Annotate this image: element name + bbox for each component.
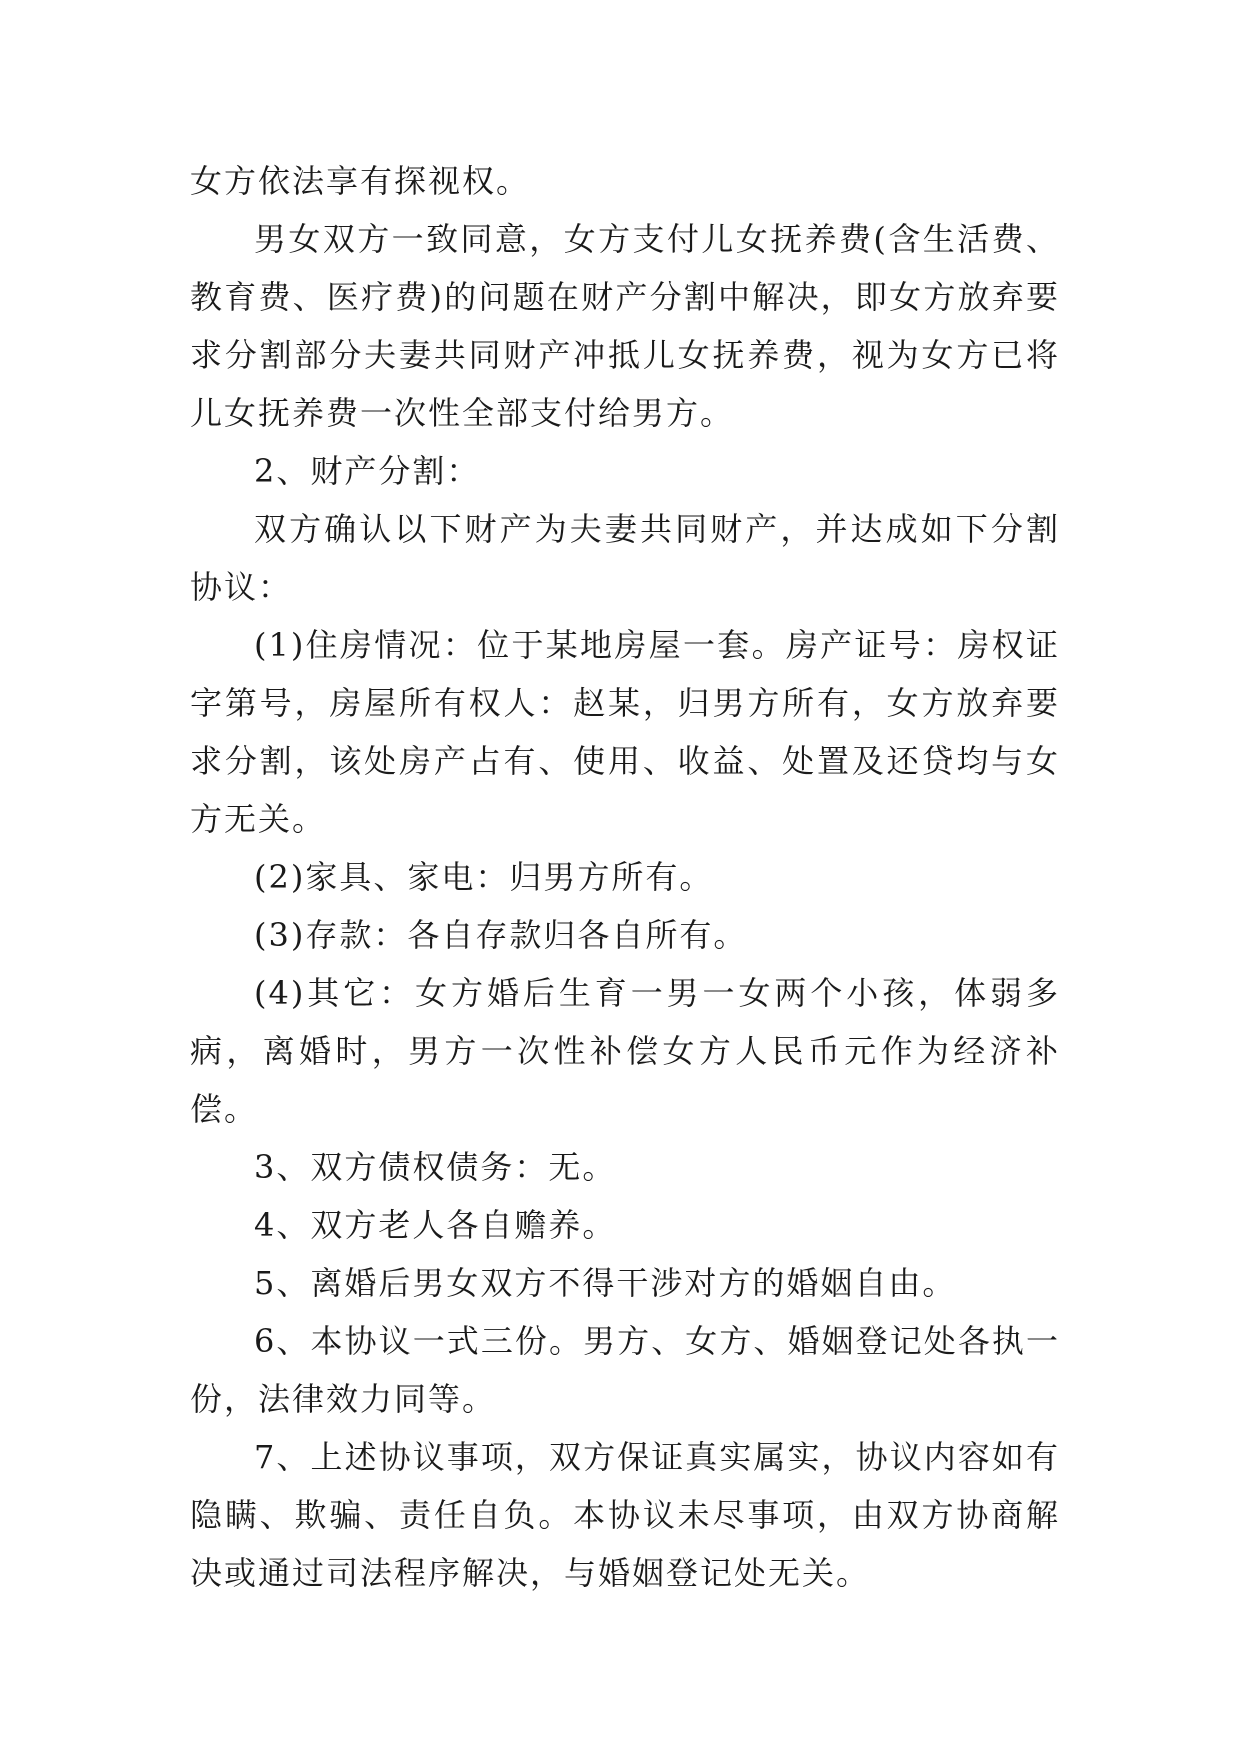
item-other-compensation: (4)其它：女方婚后生育一男一女两个小孩，体弱多病，离婚时，男方一次性补偿女方人民币元作为经济补偿。 xyxy=(190,974,1060,1128)
paragraph-joint-property: 双方确认以下财产为夫妻共同财产，并达成如下分割协议： xyxy=(190,510,1060,606)
item-deposits: (3)存款：各自存款归各自所有。 xyxy=(254,916,748,954)
paragraph-visitation-rights: 女方依法享有探视权。 xyxy=(190,162,531,200)
document-body xyxy=(190,152,1060,1602)
paragraph-child-support: 男女双方一致同意，女方支付儿女抚养费(含生活费、教育费、医疗费)的问题在财产分割中解决，即女方放弃要求分割部分夫妻共同财产冲抵儿女抚养费，视为女方已将儿女抚养费一次性全部支付给男方。 xyxy=(190,220,1060,432)
clause-elder-support: 4、双方老人各自赡养。 xyxy=(254,1206,617,1244)
clause-debts: 3、双方债权债务：无。 xyxy=(254,1148,617,1186)
heading-property-division: 2、财产分割： xyxy=(254,452,481,490)
clause-copies: 6、本协议一式三份。男方、女方、婚姻登记处各执一份，法律效力同等。 xyxy=(190,1322,1060,1418)
clause-truthfulness: 7、上述协议事项，双方保证真实属实，协议内容如有隐瞒、欺骗、责任自负。本协议未尽事项，由双方协商解决或通过司法程序解决，与婚姻登记处无关。 xyxy=(190,1438,1060,1592)
item-housing: (1)住房情况：位于某地房屋一套。房产证号：房权证字第号，房屋所有权人：赵某，归男方所有，女方放弃要求分割，该处房产占有、使用、收益、处置及还贷均与女方无关。 xyxy=(190,626,1060,838)
item-furniture-appliances: (2)家具、家电：归男方所有。 xyxy=(254,858,714,896)
clause-marriage-freedom: 5、离婚后男女双方不得干涉对方的婚姻自由。 xyxy=(254,1264,957,1302)
